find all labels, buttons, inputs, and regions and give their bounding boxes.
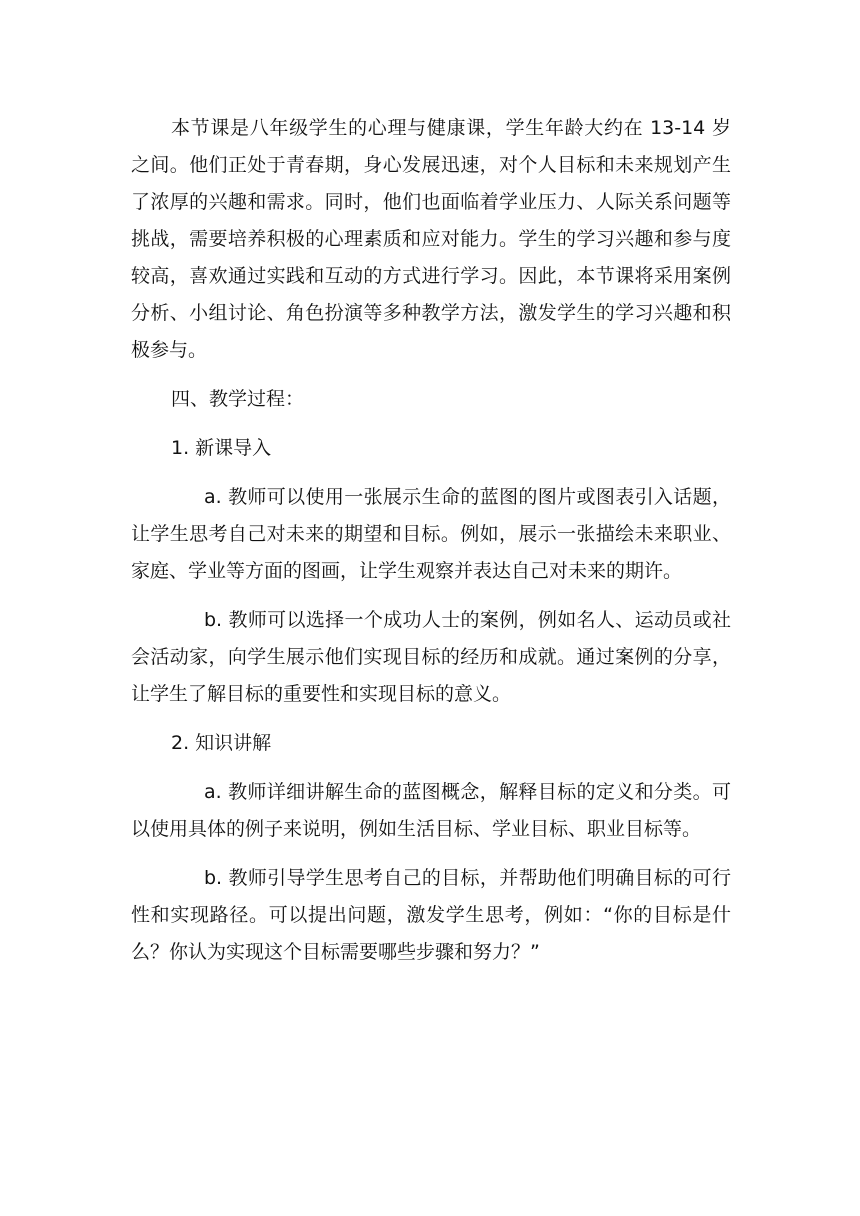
explanation-item-b: b. 教师引导学生思考自己的目标，并帮助他们明确目标的可行性和实现路径。可以提出问题，激发学生思考，例如：“你的目标是什么？你认为实现这个目标需要哪些步骤和努力？” bbox=[131, 867, 731, 963]
document-body bbox=[131, 110, 731, 983]
section-heading-teaching-process: 四、教学过程： bbox=[171, 388, 305, 410]
introduction-item-b: b. 教师可以选择一个成功人士的案例，例如名人、运动员或社会活动家，向学生展示他们实现目标的经历和成就。通过案例的分享，让学生了解目标的重要性和实现目标的意义。 bbox=[131, 609, 731, 705]
introduction-item-a: a. 教师可以使用一张展示生命的蓝图的图片或图表引入话题，让学生思考自己对未来的期望和目标。例如，展示一张描绘未来职业、家庭、学业等方面的图画，让学生观察并表达自己对未来的期许。 bbox=[131, 486, 731, 582]
subheading-knowledge-explanation: 2. 知识讲解 bbox=[171, 732, 272, 754]
student-analysis-paragraph: 本节课是八年级学生的心理与健康课，学生年龄大约在 13-14 岁之间。他们正处于青春期，身心发展迅速，对个人目标和未来规划产生了浓厚的兴趣和需求。同时，他们也面临着学业压力、人际关系问题等挑战，需要培养积极的心理素质和应对能力。学生的学习兴趣和参与度较高，喜欢通过实践和互动的方式进行学习。因此，本节课将采用案例分析、小组讨论、角色扮演等多种教学方法，激发学生的学习兴趣和积极参与。 bbox=[131, 117, 731, 361]
explanation-item-a: a. 教师详细讲解生命的蓝图概念，解释目标的定义和分类。可以使用具体的例子来说明，例如生活目标、学业目标、职业目标等。 bbox=[131, 781, 731, 840]
subheading-lesson-introduction: 1. 新课导入 bbox=[171, 437, 272, 459]
